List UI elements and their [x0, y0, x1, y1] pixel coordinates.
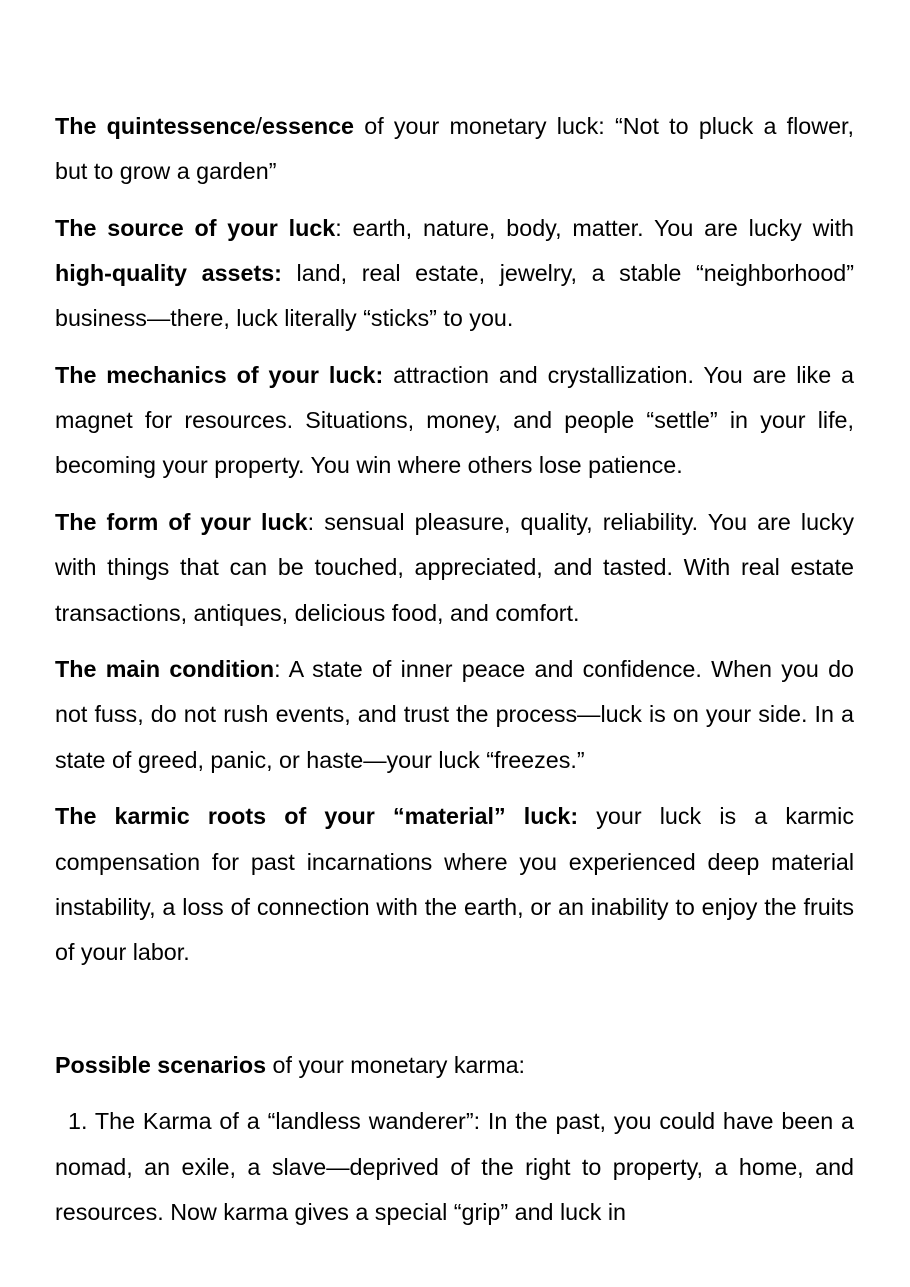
paragraph-karmic-roots-label: The karmic roots of your “material” luck: — [55, 803, 579, 830]
scenarios-heading-text: of your monetary karma: — [266, 1051, 526, 1078]
paragraph-source — [55, 206, 854, 342]
paragraph-main-condition-text: : A state of inner peace and confidence. When you do not fuss, do not rush events, and trust the process—luck is on your side. In a state of greed, panic, or haste—your luck “freezes.” — [55, 656, 854, 773]
paragraph-main-condition-label: The main condition — [55, 656, 275, 683]
scenarios-heading — [55, 1043, 854, 1088]
paragraph-quintessence — [55, 104, 854, 194]
paragraph-form — [55, 500, 854, 636]
paragraph-source-text-1: : earth, nature, body, matter. You are lucky with — [335, 214, 854, 241]
paragraph-quintessence-label: The quintessence — [55, 113, 256, 139]
section-spacer — [55, 987, 854, 1043]
paragraph-source-text-2: land, real estate, jewelry, a stable “neighborhood” business—there, luck literally “sticks” to you. — [55, 260, 854, 332]
paragraph-main-condition — [55, 647, 854, 783]
paragraph-mechanics-text: attraction and crystallization. You are like a magnet for resources. Situations, money, and people “settle” in your life, becoming your property. You win where others lose patience. — [55, 362, 855, 479]
scenarios-heading-label: Possible scenarios — [55, 1051, 267, 1078]
scenario-item-number: 1. — [68, 1108, 88, 1135]
paragraph-karmic-roots-text: your luck is a karmic compensation for past incarnations where you experienced deep material instability, a loss of connection with the earth, or an inability to enjoy the fruits of your labor. — [55, 803, 854, 965]
scenario-item — [55, 1099, 854, 1235]
paragraph-form-label: The form of your luck — [55, 509, 308, 536]
paragraph-mechanics-label: The mechanics of your luck: — [55, 362, 384, 389]
document-page — [55, 104, 854, 1235]
paragraph-mechanics — [55, 353, 854, 489]
paragraph-quintessence-slash: / — [255, 113, 263, 139]
scenario-item-text: The Karma of a “landless wanderer”: In the past, you could have been a nomad, an exile, a slave—deprived of the right to property, a home, and resources. Now karma gives a special “grip” and luck in — [55, 1108, 854, 1225]
paragraph-quintessence-label-2: essence — [262, 113, 355, 139]
paragraph-form-text: : sensual pleasure, quality, reliability. You are lucky with things that can be touched, appreciated, and tasted. With real estate transactions, antiques, delicious food, and comfort. — [55, 509, 854, 626]
paragraph-source-label-2: high-quality assets: — [55, 260, 282, 287]
paragraph-karmic-roots — [55, 794, 854, 975]
paragraph-source-label: The source of your luck — [55, 214, 336, 241]
paragraph-quintessence-text: of your monetary luck: “Not to pluck a flower, but to grow a garden” — [55, 113, 854, 185]
